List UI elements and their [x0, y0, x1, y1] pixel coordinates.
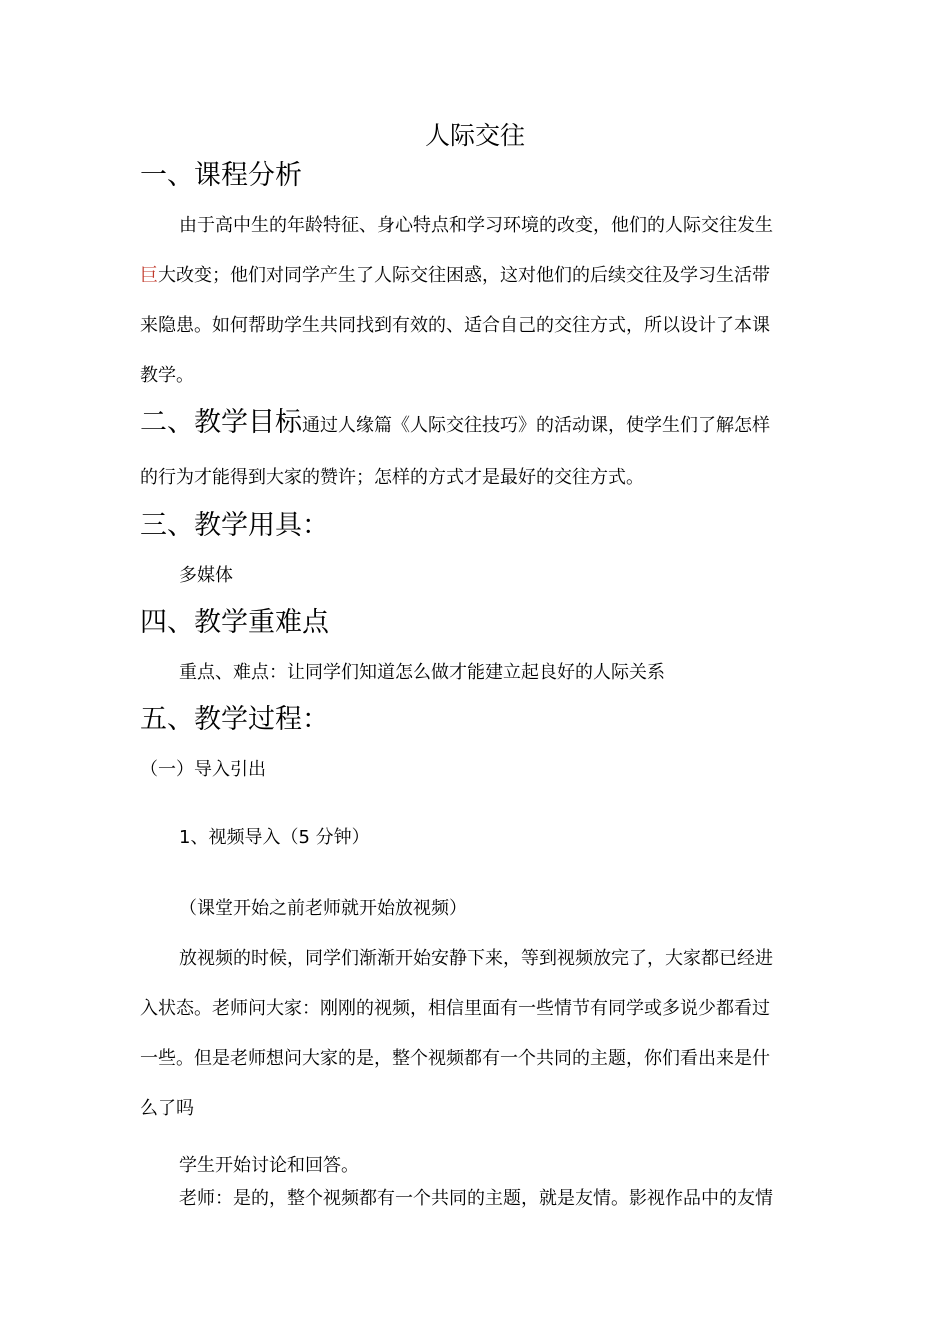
paragraph-line: 学生开始讨论和回答。 [179, 1155, 359, 1176]
section-heading-key-points: 四、教学重难点 [140, 607, 329, 638]
paragraph-line: 一些。但是老师想问大家的是，整个视频都有一个共同的主题，你们看出来是什 [140, 1048, 770, 1069]
section-heading-teaching-tools: 三、教学用具： [140, 510, 329, 541]
section-heading-teaching-process: 五、教学过程： [140, 704, 329, 735]
paragraph-line: 由于高中生的年龄特征、身心特点和学习环境的改变，他们的人际交往发生 [179, 215, 773, 236]
section-heading-teaching-goals: 二、教学目标 [140, 407, 302, 438]
paragraph-line: 多媒体 [179, 565, 233, 586]
highlighted-character: 巨 [140, 265, 158, 286]
paragraph-line-text: 通过人缘篇《人际交往技巧》的活动课，使学生们了解怎样 [302, 415, 770, 436]
section-heading-course-analysis: 一、课程分析 [140, 160, 302, 191]
paragraph-line: 么了吗 [140, 1098, 194, 1119]
paragraph-line: 的行为才能得到大家的赞许；怎样的方式才是最好的交往方式。 [140, 467, 644, 488]
list-item: 1、视频导入（5 分钟） [179, 827, 370, 848]
document-title: 人际交往 [424, 121, 525, 150]
paragraph-line [140, 264, 770, 288]
paragraph-line: 来隐患。如何帮助学生共同找到有效的、适合自己的交往方式，所以设计了本课 [140, 315, 770, 336]
paragraph-line: 入状态。老师问大家：刚刚的视频，相信里面有一些情节有同学或多说少都看过 [140, 998, 770, 1019]
paragraph-line: 重点、难点：让同学们知道怎么做才能建立起良好的人际关系 [179, 662, 665, 683]
paragraph-line: 放视频的时候，同学们渐渐开始安静下来，等到视频放完了，大家都已经进 [179, 948, 773, 969]
paragraph-line: 教学。 [140, 365, 194, 386]
stage-note: （课堂开始之前老师就开始放视频） [179, 898, 467, 919]
section-heading-teaching-goals-row [140, 405, 770, 444]
paragraph-line: 老师：是的，整个视频都有一个共同的主题，就是友情。影视作品中的友情 [179, 1188, 773, 1209]
subsection-heading: （一）导入引出 [140, 759, 266, 780]
paragraph-line-text: 大改变；他们对同学产生了人际交往困惑，这对他们的后续交往及学习生活带 [158, 265, 770, 286]
